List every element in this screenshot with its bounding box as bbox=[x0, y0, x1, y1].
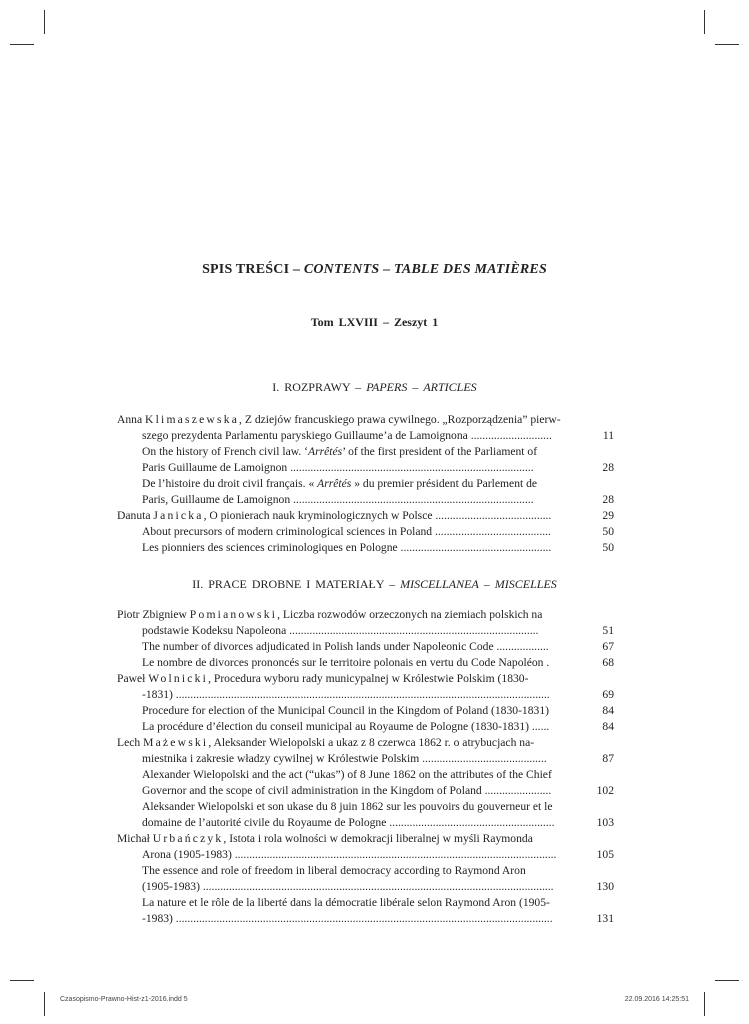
crop-mark bbox=[10, 44, 34, 45]
toc-line bbox=[117, 703, 614, 719]
page-number: 67 bbox=[602, 640, 614, 653]
section-number: I. bbox=[272, 380, 280, 394]
page-number: 29 bbox=[602, 509, 614, 522]
toc-line-text bbox=[142, 623, 582, 639]
crop-mark bbox=[44, 10, 45, 34]
author-surname: Mażewski bbox=[143, 736, 209, 749]
toc-line bbox=[117, 799, 614, 815]
page-number: 84 bbox=[602, 720, 614, 733]
title-dash: – bbox=[289, 262, 304, 277]
page-number: 28 bbox=[602, 461, 614, 474]
crop-mark bbox=[704, 10, 705, 34]
toc-line bbox=[117, 751, 614, 767]
author-surname: Urbańczyk bbox=[152, 832, 224, 845]
section-label-en: MISCELLANEA bbox=[400, 577, 479, 591]
toc-line-text bbox=[142, 687, 582, 703]
toc-title-text: , Istota i rola wolności w demokracji liberalnej w myśli Raymonda bbox=[223, 832, 533, 845]
toc-line-text bbox=[117, 735, 614, 751]
toc-line-text bbox=[117, 508, 582, 524]
toc-title-text: domaine de l’autorité civile du Royaume de Pologne ......................................................... bbox=[142, 816, 555, 829]
toc-line bbox=[117, 639, 614, 655]
toc-title-text: podstawie Kodeksu Napoleona ...................................................................................... bbox=[142, 624, 539, 637]
toc-title-text: De l’histoire du droit civil français. « Arrêtés » du premier président du Parlement de bbox=[142, 477, 538, 490]
toc-title-text: About precursors of modern criminological sciences in Poland ........................................ bbox=[142, 525, 551, 538]
toc-title-text: Alexander Wielopolski and the act (“ukas”) of 8 June 1862 on the attributes of the Chief bbox=[142, 768, 552, 781]
toc-line-text bbox=[142, 492, 582, 508]
crop-mark bbox=[715, 44, 739, 45]
toc-title-text: Le nombre de divorces prononcés sur le territoire polonais en vertu du Code Napoléon . bbox=[142, 656, 550, 669]
page-number: 50 bbox=[602, 541, 614, 554]
toc-line bbox=[117, 607, 614, 623]
toc-line bbox=[117, 540, 614, 556]
toc-line bbox=[117, 735, 614, 751]
page-number: 50 bbox=[602, 525, 614, 538]
toc-title-text: Aleksander Wielopolski et son ukase du 8 juin 1862 sur les pouvoirs du gouverneur et le bbox=[142, 800, 553, 813]
volume-heading: Tom LXVIII – Zeszyt 1 bbox=[310, 315, 439, 329]
toc-line bbox=[117, 831, 614, 847]
toc-line bbox=[117, 623, 614, 639]
toc-line bbox=[117, 460, 614, 476]
author-first-name: Paweł bbox=[117, 672, 146, 685]
toc-line bbox=[117, 508, 614, 524]
toc-line bbox=[117, 783, 614, 799]
author-first-name: Piotr Zbigniew bbox=[117, 608, 187, 621]
toc-line-text bbox=[117, 607, 614, 623]
title-pl: SPIS TREŚCI bbox=[202, 262, 290, 277]
crop-mark bbox=[10, 980, 34, 981]
section-label: PRACE DROBNE I MATERIAŁY bbox=[208, 577, 385, 591]
section-heading-1: I. ROZPRAWY – PAPERS – ARTICLES bbox=[272, 380, 477, 394]
section-entries-1 bbox=[117, 412, 614, 556]
section-label-fr: ARTICLES bbox=[423, 380, 477, 394]
toc-line-text bbox=[142, 428, 582, 444]
page-number: 87 bbox=[602, 752, 614, 765]
toc-line bbox=[117, 687, 614, 703]
toc-line bbox=[117, 476, 614, 492]
toc-line-text bbox=[142, 863, 614, 879]
section-number: II. bbox=[192, 577, 204, 591]
title-dash: – bbox=[379, 262, 394, 277]
toc-line-text bbox=[142, 815, 582, 831]
toc-line bbox=[117, 895, 614, 911]
toc-title-text: La procédure d’élection du conseil municipal au Royaume de Pologne (1830-1831) ...... bbox=[142, 720, 550, 733]
toc-line-text bbox=[142, 476, 614, 492]
footer-date: 22.09.2016 14:25:51 bbox=[624, 996, 689, 1003]
crop-mark bbox=[715, 980, 739, 981]
toc-line bbox=[117, 444, 614, 460]
toc-title-text: (1905-1983) ......................................................................................................................... bbox=[142, 880, 554, 893]
page-number: 131 bbox=[596, 912, 614, 925]
toc-title-text: -1983) .................................................................................................................................. bbox=[142, 912, 553, 925]
section-label: ROZPRAWY bbox=[284, 380, 351, 394]
footer-file: Czasopismo-Prawno-Hist-z1-2016.indd 5 bbox=[60, 996, 188, 1003]
toc-line-text bbox=[142, 524, 582, 540]
toc-line-text bbox=[142, 783, 582, 799]
page-number: 28 bbox=[602, 493, 614, 506]
toc-line bbox=[117, 671, 614, 687]
toc-title-text: , Procedura wyboru rady municypalnej w Królestwie Polskim (1830- bbox=[208, 672, 529, 685]
toc-title-text: szego prezydenta Parlamentu paryskiego Guillaume’a de Lamoignona ............................ bbox=[142, 429, 552, 442]
toc-line-text bbox=[142, 719, 582, 735]
toc-title-text: Governor and the scope of civil administration in the Kingdom of Poland ....................... bbox=[142, 784, 552, 797]
section-label-en: PAPERS bbox=[366, 380, 408, 394]
toc-title-text: Paris, Guillaume de Lamoignon ................................................................................... bbox=[142, 493, 534, 506]
toc-line-text bbox=[142, 911, 582, 927]
toc-line-text bbox=[117, 831, 614, 847]
page-number: 130 bbox=[596, 880, 614, 893]
author-first-name: Danuta bbox=[117, 509, 151, 522]
toc-line bbox=[117, 655, 614, 671]
toc-title-text: , Z dziejów francuskiego prawa cywilnego. „Rozporządzenia” pierw- bbox=[239, 413, 561, 426]
toc-title-text: Procedure for election of the Municipal Council in the Kingdom of Poland (1830-1831) bbox=[142, 704, 549, 717]
toc-line-text bbox=[142, 879, 582, 895]
toc-line bbox=[117, 767, 614, 783]
toc-line bbox=[117, 524, 614, 540]
crop-mark bbox=[704, 992, 705, 1016]
author-first-name: Anna bbox=[117, 413, 143, 426]
toc-line-text bbox=[142, 895, 614, 911]
page-title bbox=[0, 262, 749, 278]
toc-line bbox=[117, 428, 614, 444]
section-label-fr: MISCELLES bbox=[494, 577, 557, 591]
page-number: 105 bbox=[596, 848, 614, 861]
title-fr: TABLE DES MATIÈRES bbox=[393, 262, 547, 277]
page-number: 11 bbox=[602, 429, 614, 442]
author-first-name: Lech bbox=[117, 736, 141, 749]
toc-title-text: -1831) ................................................................................................................................. bbox=[142, 688, 550, 701]
toc-line bbox=[117, 412, 614, 428]
toc-line bbox=[117, 879, 614, 895]
title-en: CONTENTS bbox=[303, 262, 380, 277]
toc-line bbox=[117, 492, 614, 508]
toc-title-text: La nature et le rôle de la liberté dans la démocratie libérale selon Raymond Aron (1905- bbox=[142, 896, 550, 909]
toc-line bbox=[117, 815, 614, 831]
toc-line bbox=[117, 911, 614, 927]
page-number: 103 bbox=[596, 816, 614, 829]
toc-line bbox=[117, 847, 614, 863]
page-number: 69 bbox=[602, 688, 614, 701]
toc-title-text: The essence and role of freedom in liberal democracy according to Raymond Aron bbox=[142, 864, 526, 877]
toc-line-text bbox=[117, 671, 614, 687]
toc-line-text bbox=[142, 639, 582, 655]
toc-title-text: Paris Guillaume de Lamoignon .................................................................................... bbox=[142, 461, 534, 474]
toc-line-text bbox=[117, 412, 614, 428]
toc-title-text: Arona (1905-1983) ............................................................................................................... bbox=[142, 848, 557, 861]
toc-title-text: , Aleksander Wielopolski a ukaz z 8 czerwca 1862 r. o atrybucjach na- bbox=[208, 736, 535, 749]
toc-title-text: Les pionniers des sciences criminologiques en Pologne .................................................... bbox=[142, 541, 552, 554]
author-surname: Janicka bbox=[153, 509, 204, 522]
toc-title-text: miestnika i zakresie władzy cywilnej w Królestwie Polskim ........................................... bbox=[142, 752, 547, 765]
section-heading-2: II. PRACE DROBNE I MATERIAŁY – MISCELLANEA – MISCELLES bbox=[192, 577, 557, 591]
toc-line-text bbox=[142, 655, 582, 671]
toc-line-text bbox=[142, 799, 614, 815]
section-entries-2 bbox=[117, 607, 614, 927]
author-surname: Klimaszewska bbox=[145, 413, 240, 426]
author-surname: Pomianowski bbox=[189, 608, 278, 621]
toc-title-text: The number of divorces adjudicated in Polish lands under Napoleonic Code .................. bbox=[142, 640, 549, 653]
crop-mark bbox=[44, 992, 45, 1016]
toc-line-text bbox=[142, 540, 582, 556]
page-number: 102 bbox=[596, 784, 614, 797]
toc-line bbox=[117, 719, 614, 735]
page-number: 51 bbox=[602, 624, 614, 637]
page-number: 84 bbox=[602, 704, 614, 717]
toc-line-text bbox=[142, 847, 582, 863]
toc-line-text bbox=[142, 444, 614, 460]
toc-line-text bbox=[142, 751, 582, 767]
toc-title-text: , Liczba rozwodów orzeczonych na ziemiach polskich na bbox=[277, 608, 543, 621]
toc-title-text: , O pionierach nauk kryminologicznych w Polsce ........................................ bbox=[203, 509, 552, 522]
toc-line-text bbox=[142, 703, 582, 719]
toc-line-text bbox=[142, 460, 582, 476]
page-number: 68 bbox=[602, 656, 614, 669]
toc-line-text bbox=[142, 767, 614, 783]
author-first-name: Michał bbox=[117, 832, 150, 845]
toc-line bbox=[117, 863, 614, 879]
author-surname: Wolnicki bbox=[148, 672, 209, 685]
toc-title-text: On the history of French civil law. ‘Arrêtés’ of the first president of the Parliament of bbox=[142, 445, 538, 458]
